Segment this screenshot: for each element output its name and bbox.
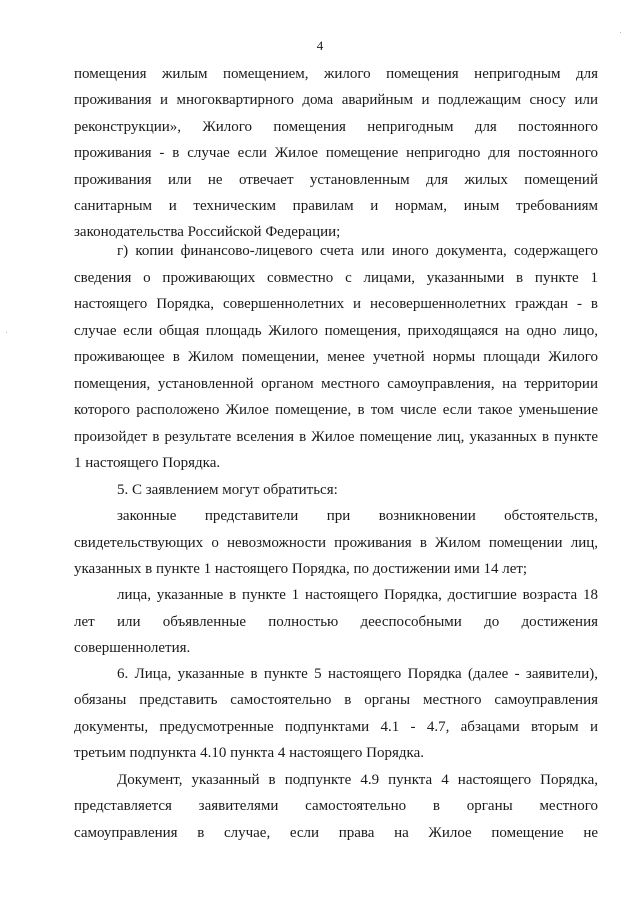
text-line: третьим подпункта 4.10 пункта 4 настоящего Порядка. <box>74 745 425 761</box>
text-line: настоящего Порядка, совершеннолетних и несовершеннолетних граждан - в <box>74 296 598 312</box>
text-line: представляется заявителями самостоятельно в органы местного <box>74 798 598 814</box>
text-line: указанных в пункте 1 настоящего Порядка, по достижении ими 14 лет; <box>74 561 528 577</box>
page-number: 4 <box>316 38 324 53</box>
text-line: санитарным и техническим правилам и нормам, иным требованиям <box>74 198 598 214</box>
text-line: г) копии финансово-лицевого счета или иного документа, содержащего <box>117 243 598 259</box>
text-line: самоуправления в случае, если права на Жилое помещение не <box>74 825 598 841</box>
text-line: проживающее в Жилом помещении, менее учетной нормы площади Жилого <box>74 349 598 365</box>
text-line: лица, указанные в пункте 1 настоящего Порядка, достигшие возраста 18 <box>117 587 598 603</box>
text-line: случае если общая площадь Жилого помещения, приходящаяся на одно лицо, <box>74 323 598 339</box>
text-line: проживания - в случае если Жилое помещение непригодно для постоянного <box>74 145 598 161</box>
text-line: законодательства Российской Федерации; <box>74 224 341 240</box>
text-line: реконструкции», Жилого помещения непригодным для постоянного <box>74 119 598 135</box>
text-line: проживания или не отвечает установленным для жилых помещений <box>74 172 598 188</box>
text-line: документы, предусмотренные подпунктами 4.1 - 4.7, абзацами вторым и <box>74 719 598 735</box>
text-line: Документ, указанный в подпункте 4.9 пункта 4 настоящего Порядка, <box>117 772 598 788</box>
text-line: совершеннолетия. <box>74 640 191 656</box>
text-line: сведения о проживающих совместно с лицами, указанными в пункте 1 <box>74 270 598 286</box>
scan-speck <box>620 32 621 33</box>
text-line: произойдет в результате вселения в Жилое помещение лиц, указанных в пункте <box>74 429 598 445</box>
text-line: помещения, установленной органом местного самоуправления, на территории <box>74 376 598 392</box>
text-line: лет или объявленные полностью дееспособными до достижения <box>74 614 598 630</box>
text-line: законные представители при возникновении обстоятельств, <box>117 508 598 524</box>
scan-speck <box>6 332 7 333</box>
text-line: помещения жилым помещением, жилого помещения непригодным для <box>74 66 598 82</box>
text-line: 5. С заявлением могут обратиться: <box>117 482 338 498</box>
text-line: 1 настоящего Порядка. <box>74 455 221 471</box>
text-line: обязаны представить самостоятельно в органы местного самоуправления <box>74 692 598 708</box>
text-line: свидетельствующих о невозможности проживания в Жилом помещении лиц, <box>74 535 598 551</box>
text-line: которого расположено Жилое помещение, в том числе если такое уменьшение <box>74 402 598 418</box>
text-line: 6. Лица, указанные в пункте 5 настоящего Порядка (далее - заявители), <box>117 666 598 682</box>
text-line: проживания и многоквартирного дома аварийным и подлежащим сносу или <box>74 92 598 108</box>
